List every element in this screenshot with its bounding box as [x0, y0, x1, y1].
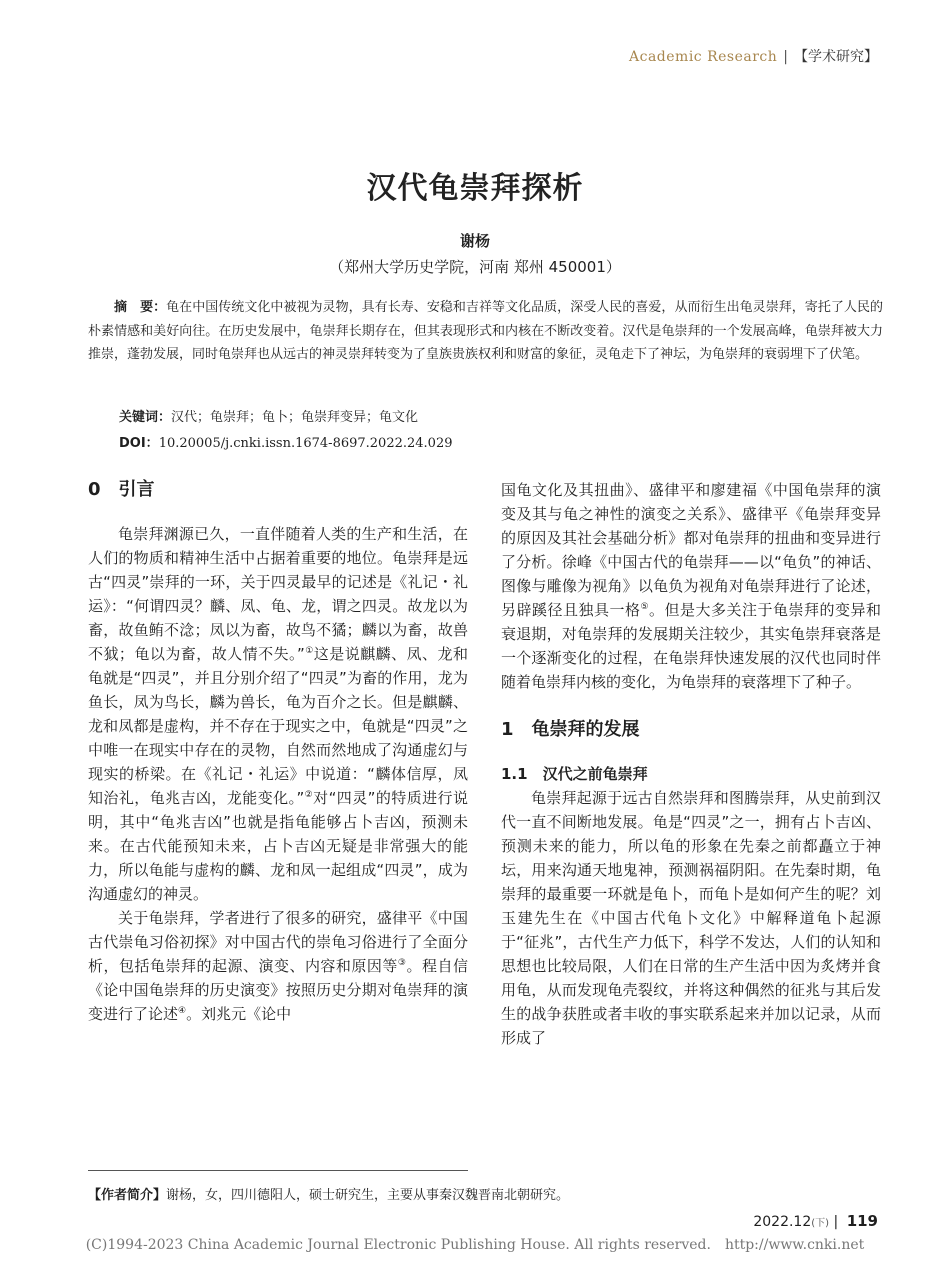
- p1-part-a: 龟崇拜渊源已久，一直伴随着人类的生产和生活，在人们的物质和精神生活中占据着重要的地位。龟崇拜是远古“四灵”崇拜的一环，关于四灵最早的记述是《礼记・礼运》：“何谓四灵？麟、凤、龟、龙，谓之四灵。故龙以为畜，故鱼鲔不淰；凤以为畜，故鸟不獝；麟以为畜，故兽不狘；龟以为畜，故人情不失。”: [88, 525, 468, 663]
- journal-section-cn: 【学术研究】: [794, 49, 878, 65]
- right-column: [501, 478, 881, 1050]
- p2-part-e: 。但是大多关注于龟崇拜的变异和衰退期，对龟崇拜的发展期关注较少，其实龟崇拜衰落是一个逐渐变化的过程，在龟崇拜快速发展的汉代也同时伴随着龟崇拜内核的变化，为龟崇拜的衰落埋下了种子。: [501, 601, 881, 691]
- running-header: [629, 46, 878, 66]
- paragraph-2-continued: [501, 478, 881, 694]
- footnote-ref-5: ⑤: [640, 602, 650, 612]
- p2-part-d: 国龟文化及其扭曲》、盛律平和廖建福《中国龟崇拜的演变及其与龟之神性的演变之关系》、盛律平《龟崇拜变异的原因及其社会基础分析》都对龟崇拜的扭曲和变异进行了分析。徐峰《中国古代的龟崇拜——以“龟负”的神话、图像与雕像为视角》以龟负为视角对龟崇拜进行了论述，另辟蹊径且独具一格: [501, 481, 881, 619]
- section-heading-1: 1 龟崇拜的发展: [501, 719, 640, 740]
- article-title: 汉代龟崇拜探析: [366, 171, 584, 206]
- footnote-ref-3: ③: [397, 958, 407, 968]
- footnote-ref-4: ④: [178, 1006, 187, 1016]
- author-affiliation: （郑州大学历史学院，河南 郑州 450001）: [329, 258, 621, 276]
- author-name: 谢杨: [459, 232, 490, 250]
- header-separator: |: [783, 49, 788, 65]
- footnote-rule: [88, 1170, 468, 1171]
- subsection-heading-1-1: 1.1 汉代之前龟崇拜: [501, 765, 648, 783]
- section-heading-0: 0 引言: [88, 479, 155, 500]
- paragraph-1: [88, 522, 468, 906]
- p1-part-c: 对“四灵”的特质进行说明，其中“龟兆吉凶”也就是指龟能够占卜吉凶，预测未来。在古代能预知未来，占卜吉凶无疑是非常强大的能力，所以龟能与虚构的麟、龙和凤一起组成“四灵”，成为沟通虚幻的神灵。: [88, 789, 468, 903]
- abstract-label: 摘 要：: [114, 300, 167, 315]
- page-number: 119: [846, 1212, 878, 1230]
- keywords: [119, 406, 418, 425]
- abstract: [88, 296, 883, 367]
- issue-half: (下): [811, 1218, 830, 1229]
- copyright-watermark: (C)1994-2023 China Academic Journal Electronic Publishing House. All rights reserved. http://www.cnki.net: [85, 1237, 865, 1253]
- author-bio-label: 【作者简介】: [88, 1188, 167, 1203]
- footnote-ref-2: ②: [304, 790, 314, 800]
- abstract-text: 龟在中国传统文化中被视为灵物，具有长寿、安稳和吉祥等文化品质，深受人民的喜爱，从而衍生出龟灵崇拜，寄托了人民的朴素情感和美好向往。在历史发展中，龟崇拜长期存在，但其表现形式和内核在不断改变着。汉代是龟崇拜的一个发展高峰，龟崇拜被大力推崇，蓬勃发展，同时龟崇拜也从远古的神灵崇拜转变为了皇族贵族权利和财富的象征，灵龟走下了神坛，为龟崇拜的衰弱埋下了伏笔。: [88, 300, 883, 363]
- issue-date: 2022.12: [753, 1214, 812, 1230]
- journal-name-en: Academic Research: [629, 49, 778, 65]
- paragraph-3: 龟崇拜起源于远古自然崇拜和图腾崇拜，从史前到汉代一直不间断地发展。龟是“四灵”之一，拥有占卜吉凶、预测未来的能力，所以龟的形象在先秦之前都矗立于神坛，用来沟通天地鬼神，预测祸福阴阳。在先秦时期，龟崇拜的最重要一环就是龟卜，而龟卜是如何产生的呢？刘玉建先生在《中国古代龟卜文化》中解释道龟卜起源于“征兆”，古代生产力低下，科学不发达，人们的认知和思想也比较局限，人们在日常的生产生活中因为炙烤并食用龟，从而发现龟壳裂纹，并将这种偶然的征兆与其后发生的战争获胜或者丰收的事实联系起来并加以记录，从而形成了: [501, 789, 881, 1047]
- doi-label: DOI：: [119, 436, 159, 451]
- p2-part-c: 。刘兆元《论中: [186, 1005, 292, 1023]
- p1-part-b: 这是说麒麟、凤、龙和龟就是“四灵”，并且分别介绍了“四灵”为畜的作用，龙为鱼长，凤为鸟长，麟为兽长，龟为百介之长。但是麒麟、龙和凤都是虚构，并不存在于现实之中，龟就是“四灵”之中唯一在现实中存在的灵物，自然而然地成了沟通虚幻与现实的桥梁。在《礼记・礼运》中说道：“麟体信厚，凤知治礼，龟兆吉凶，龙能变化。”: [88, 645, 468, 807]
- keywords-label: 关键词：: [119, 410, 172, 425]
- p2-part-b: 。程自信《论中国龟崇拜的历史演变》按照历史分期对龟崇拜的演变进行了论述: [88, 957, 468, 1023]
- keywords-text: 汉代；龟崇拜；龟卜；龟崇拜变异；龟文化: [171, 410, 419, 425]
- p2-part-a: 关于龟崇拜，学者进行了很多的研究，盛律平《中国古代崇龟习俗初探》对中国古代的崇龟习俗进行了全面分析，包括龟崇拜的起源、演变、内容和原因等: [88, 909, 468, 975]
- paragraph-2: [88, 906, 468, 1026]
- doi: [119, 432, 452, 451]
- author-bio-text: 谢杨，女，四川德阳人，硕士研究生，主要从事秦汉魏晋南北朝研究。: [166, 1188, 570, 1203]
- footnote-ref-1: ①: [304, 646, 314, 656]
- left-column: [88, 478, 468, 1026]
- doi-text: 10.20005/j.cnki.issn.1674-8697.2022.24.029: [158, 436, 453, 451]
- page-footer: 2022.12(下) | 119: [753, 1212, 878, 1230]
- author-bio: [88, 1184, 569, 1203]
